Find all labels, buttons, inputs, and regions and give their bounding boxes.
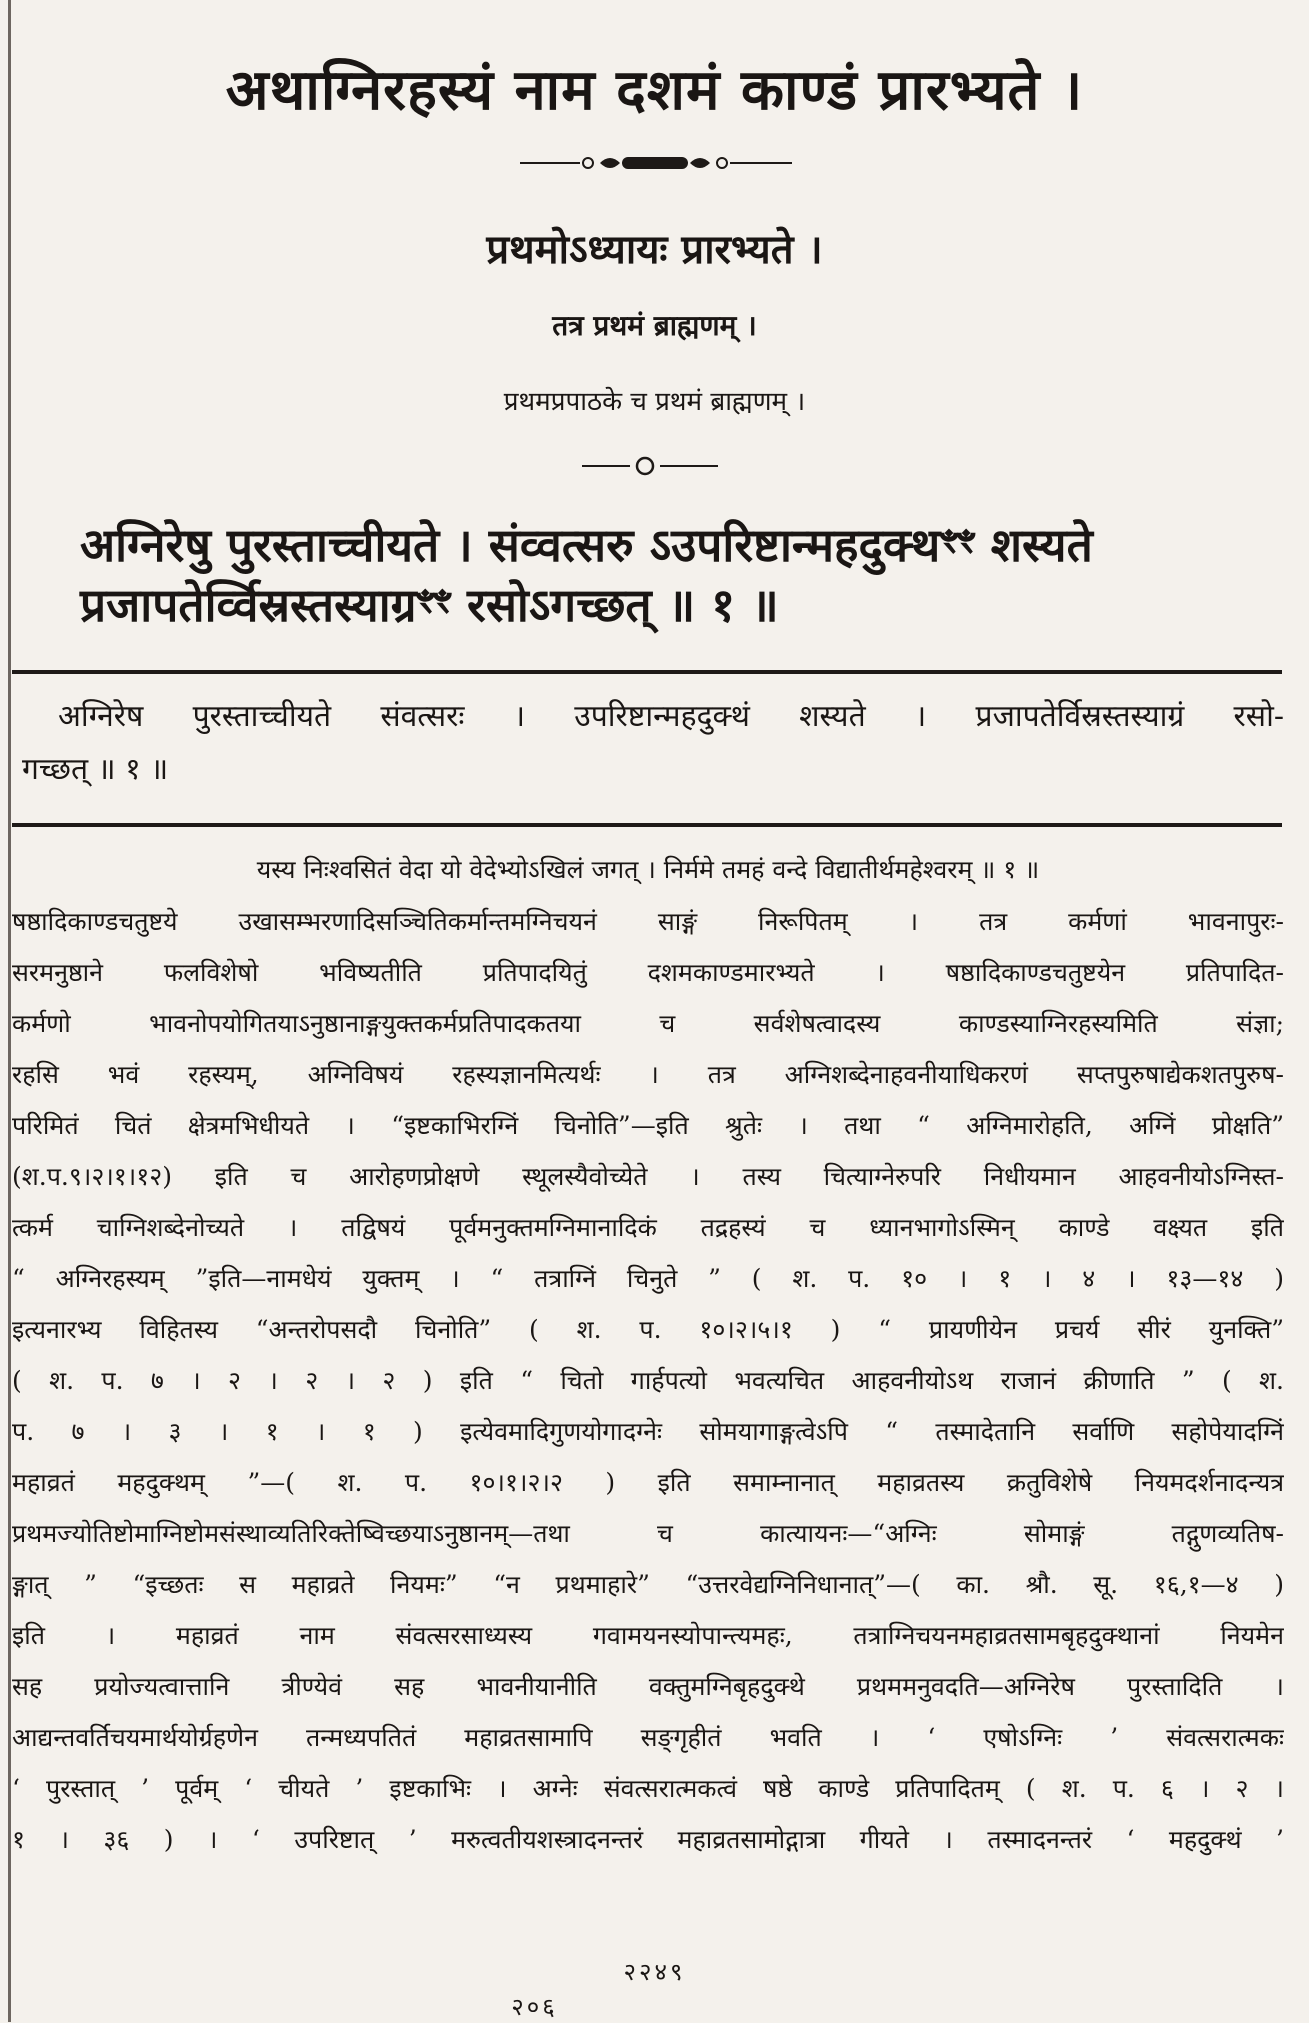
commentary-line: रहसि भवं रहस्यम्, अग्निविषयं रहस्यज्ञानमित्यर्थः । तत्र अग्निशब्देनाहवनीयाधिकरणं सप्तपुरुषाद्येकशतपुरुष-	[12, 1060, 1284, 1089]
commentary-line: ङ्गात् ” “इच्छतः स महाव्रते नियमः” “न प्रथमाहारे” “उत्तरवेद्यग्निनिधानात्”—( का. श्रौ. सू. १६,१—४ )	[12, 1570, 1284, 1599]
mantra-line-2: प्रजापतेर्व्विस्रस्तस्याग्रꣳꣳ रसोऽगच्छत् ॥ १ ॥	[80, 578, 779, 632]
padapatha-line-1: अग्निरेष पुरस्ताच्चीयते संवत्सरः । उपरिष्टान्महदुक्थं शस्यते । प्रजापतेर्विस्रस्तस्याग्रं रसो-	[58, 699, 1284, 734]
commentary-line: प्रथमज्योतिष्टोमाग्निष्टोमसंस्थाव्यतिरिक्तेष्विच्छयाऽनुष्ठानम्—तथा च कात्यायनः—“अग्निः सोमाङ्गं तद्गुणव्यतिष-	[12, 1519, 1284, 1548]
commentary-line: महाव्रतं महदुक्थम् ”—( श. प. १०।१।२।२ ) इति समाम्नानात् महाव्रतस्य क्रतुविशेषे नियमदर्शनादन्यत्र	[12, 1468, 1284, 1497]
commentary-mangala: यस्य निःश्वसितं वेदा यो वेदेभ्योऽखिलं जगत् । निर्ममे तमहं वन्दे विद्यातीर्थमहेश्वरम् ॥ १ ॥	[256, 855, 1040, 884]
adhyaya-heading: प्रथमोऽध्यायः प्रारभ्यते ।	[486, 226, 823, 273]
commentary-line: इत्यनारभ्य विहितस्य “अन्तरोपसदौ चिनोति” ( श. प. १०।२।५।१ ) “ प्रायणीयेन प्रचर्य सीरं युनक्ति”	[12, 1315, 1284, 1344]
ornament-divider-small	[0, 453, 1309, 479]
kanda-title: अथाग्निरहस्यं नाम दशमं काण्डं प्रारभ्यते ।	[225, 57, 1084, 123]
commentary-line: सरमनुष्ठाने फलविशेषो भविष्यतीति प्रतिपादयितुं दशमकाण्डमारभ्यते । षष्ठादिकाण्डचतुष्टयेन प्रतिपादित-	[12, 958, 1284, 987]
ornament-divider-top	[0, 150, 1309, 176]
commentary-line: कर्मणो भावनोपयोगितयाऽनुष्ठानाङ्गयुक्तकर्मप्रतिपादकतया च सर्वशेषत्वादस्य काण्डस्याग्निरहस्यमिति संज्ञा;	[12, 1009, 1284, 1038]
mantra-line-1: अग्निरेषु पुरस्ताच्चीयते । संव्वत्सरु ऽउपरिष्टान्महदुक्थꣳꣳ शस्यते	[80, 518, 1093, 572]
commentary-line: प. ७ । ३ । १ । १ ) इत्येवमादिगुणयोगादग्नेः सोमयागाङ्गत्वेऽपि “ तस्मादेतानि सर्वाणि सहोपेयादग्निं	[12, 1417, 1284, 1446]
commentary-line: सह प्रयोज्यत्वात्तानि त्रीण्येवं सह भावनीयानीति वक्तुमग्निबृहदुक्थे प्रथममनुवदति—अग्निरेष पुरस्तादिति ।	[12, 1672, 1284, 1701]
commentary-line: ( श. प. ७ । २ । २ । २ ) इति “ चितो गार्हपत्यो भवत्यचित आहवनीयोऽथ राजानं क्रीणाति ” ( श.	[12, 1366, 1284, 1395]
page-left-edge	[8, 0, 11, 2022]
commentary-line: षष्ठादिकाण्डचतुष्टये उखासम्भरणादिसञ्चितिकर्मान्तमग्निचयनं साङ्गं निरूपितम् । तत्र कर्मणां भावनापुरः-	[12, 907, 1284, 936]
commentary-line: आद्यन्तवर्तिचयमार्थयोर्ग्रहणेन तन्मध्यपतितं महाव्रतसामापि सङ्गृहीतं भवति । ‘ एषोऽग्निः ’ संवत्सरात्मकः	[12, 1723, 1284, 1752]
commentary-line: १ । ३६ ) । ‘ उपरिष्टात् ’ मरुत्वतीयशस्त्रादनन्तरं महाव्रतसामोद्गात्रा गीयते । तस्मादनन्तरं ‘ महदुक्थं ’	[12, 1825, 1284, 1854]
prapathaka-heading: प्रथमप्रपाठके च प्रथमं ब्राह्मणम् ।	[503, 387, 806, 417]
commentary-line: त्कर्म चाग्निशब्देनोच्यते । तद्विषयं पूर्वमनुक्तमग्निमानादिकं तद्रहस्यं च ध्यानभागोऽस्मिन् काण्डे वक्ष्यत इति	[12, 1213, 1284, 1242]
commentary-line: (श.प.९।२।१।१२) इति च आरोहणप्रोक्षणे स्थूलस्यैवोच्येते । तस्य चित्याग्नेरुपरि निधीयमान आहवनीयोऽग्निस्त-	[12, 1162, 1284, 1191]
rule-above-padapatha	[12, 670, 1282, 674]
padapatha-line-2: गच्छत् ॥ १ ॥	[22, 752, 169, 787]
brahmana-heading: तत्र प्रथमं ब्राह्मणम् ।	[552, 309, 757, 342]
commentary-line: ‘ पुरस्तात् ’ पूर्वम् ‘ चीयते ’ इष्टकाभिः । अग्नेः संवत्सरात्मकत्वं षष्ठे काण्डे प्रतिपादितम् ( श. प. ६ । २ ।	[12, 1774, 1284, 1803]
commentary-line: परिमितं चितं क्षेत्रमभिधीयते । “इष्टकाभिरग्निं चिनोति”—इति श्रुतेः । तथा “ अग्निमारोहति, अग्निं प्रोक्षति”	[12, 1111, 1284, 1140]
commentary-line: इति । महाव्रतं नाम संवत्सरसाध्यस्य गवामयनस्योपान्त्यमहः, तत्राग्निचयनमहाव्रतसामबृहदुक्थानां नियमेन	[12, 1621, 1284, 1650]
rule-below-padapatha	[12, 823, 1282, 827]
page-number-sub: २०६	[511, 1993, 558, 2021]
commentary-line: “ अग्निरहस्यम् ”इति—नामधेयं युक्तम् । “ तत्राग्निं चिनुते ” ( श. प. १० । १ । ४ । १३—१४ )	[12, 1264, 1284, 1293]
page-number-main: २२४९	[623, 1958, 686, 1986]
